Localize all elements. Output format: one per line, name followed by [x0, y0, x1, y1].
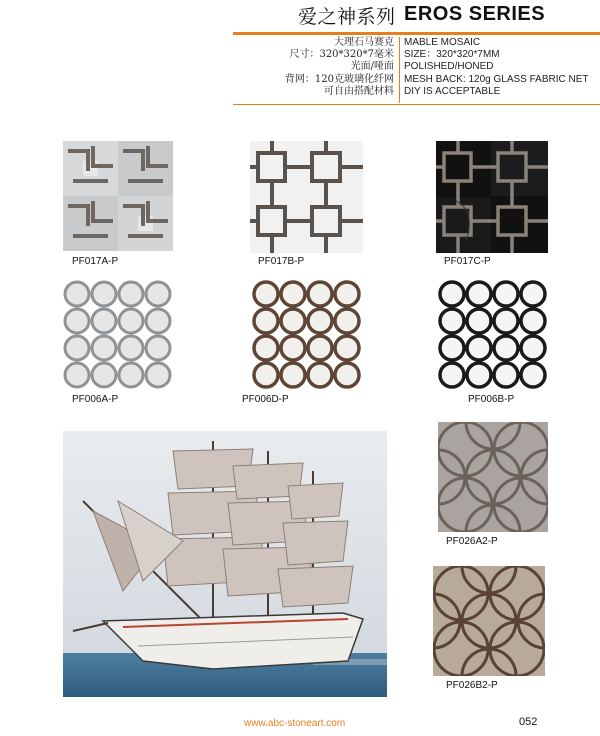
series-title-english: EROS SERIES — [404, 3, 546, 25]
product-image-pf026a2 — [438, 422, 548, 532]
product-code-pf017b: PF017B-P — [258, 256, 305, 267]
spec-size-en: SIZE：320*320*7MM — [404, 49, 500, 61]
product-image-pf017c — [436, 141, 548, 253]
product-image-pf017b — [250, 141, 363, 253]
product-code-pf006b: PF006B-P — [468, 394, 515, 405]
spec-finish-en: POLISHED/HONED — [404, 61, 494, 73]
page-number: 052 — [519, 716, 538, 728]
product-image-pf006d — [252, 280, 362, 390]
spec-list-chinese — [232, 37, 394, 98]
spec-finish-cn: 光面/哑面 — [350, 61, 394, 73]
product-code-pf006d: PF006D-P — [242, 394, 289, 405]
spec-bottom-divider — [233, 104, 600, 105]
sailing-ship-mosaic-image — [63, 431, 387, 697]
product-code-pf017a: PF017A-P — [72, 256, 119, 267]
product-image-pf006a — [63, 280, 173, 390]
product-image-pf026b2 — [433, 566, 545, 676]
product-code-pf026b2: PF026B2-P — [446, 680, 498, 691]
product-image-pf017a — [63, 141, 173, 251]
spec-mesh-en: MESH BACK: 120g GLASS FABRIC NET — [404, 73, 589, 85]
product-code-pf017c: PF017C-P — [444, 256, 491, 267]
spec-column-divider — [399, 37, 400, 103]
spec-diy-en: DIY IS ACCEPTABLE — [404, 85, 501, 97]
spec-material-cn: 大理石马赛克 — [334, 37, 394, 48]
header-divider — [233, 32, 600, 35]
product-code-pf026a2: PF026A2-P — [446, 536, 498, 547]
spec-size-cn: 尺寸：320*320*7毫米 — [289, 49, 394, 61]
series-title-chinese: 爱之神系列 — [298, 6, 396, 28]
spec-diy-cn: 可自由搭配材料 — [324, 85, 394, 97]
spec-mesh-cn: 背网：120克玻璃化纤网 — [284, 73, 394, 85]
spec-material-en: MABLE MOSAIC — [404, 37, 481, 48]
product-code-pf006a: PF006A-P — [72, 394, 119, 405]
website-link[interactable]: www.abc-stoneart.com — [244, 718, 346, 729]
product-image-pf006b — [438, 280, 548, 390]
spec-list-english — [404, 37, 600, 98]
